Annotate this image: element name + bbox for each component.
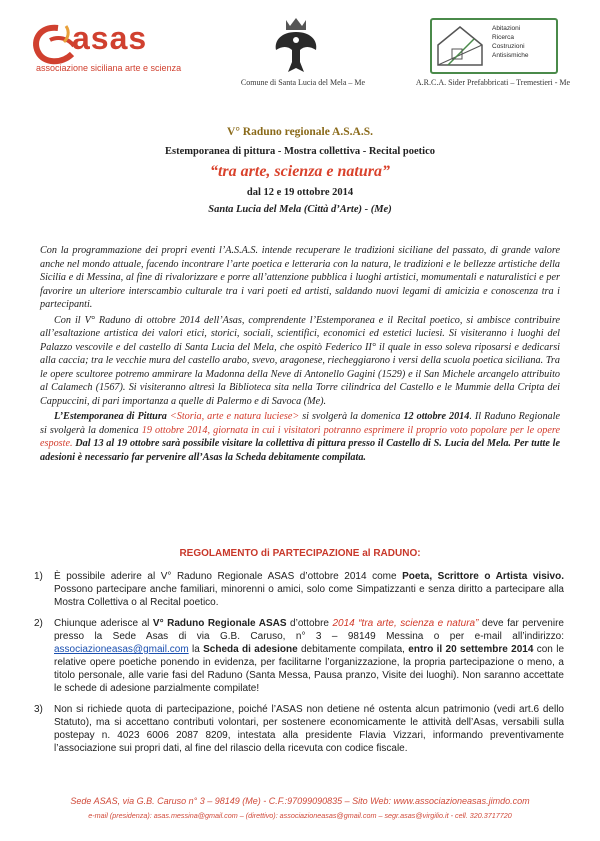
text-run: debitamente compilata, <box>297 644 409 655</box>
text-run: d’ottobre <box>286 618 333 629</box>
arca-box-text <box>492 24 528 60</box>
events-subtitle: Estemporanea di pittura - Mostra collettiva - Recital poetico <box>164 146 436 157</box>
arca-line: Costruzioni <box>492 43 525 50</box>
comune-crest-icon <box>268 16 324 78</box>
arca-logo <box>430 18 558 74</box>
paragraph-1: Con la programmazione dei propri eventi l’A.S.A.S. intende recuperare le tradizioni siciliane del passato, di grande valore anche nel mondo attuale, facendo incontrare l’arte poetica e letteraria con la natura, le tradizioni e le bellezze artistiche della Sicilia e di Messina, al fine di rivalorizzare e porre all’attenzione pubblica i luoghi artistici, momumentali e naturalistici e per favorire un ulteriore interscambio culturale tra i vari poeti ed artisti, saldando nuovi legami di amicizia e conoscenza tra i partecipanti. <box>40 245 560 310</box>
roles-highlight: Poeta, Scrittore o Artista visivo. <box>402 571 564 582</box>
text-run: Possono partecipare anche familiari, minorenni o amici, solo come Simpatizzanti e senza diritto a partecipare alla Mostra Collettiva o al Recital poetico. <box>54 584 564 608</box>
item-text <box>54 617 564 695</box>
asas-logo-word: asas <box>72 20 148 56</box>
visit-highlight: Dal 13 al 19 ottobre sarà possibile visitare la collettiva di pittura presso il Castello di S. Lucia del Mela. Per tutte le adesioni è necessario far pervenire all’Asas la Scheda debitamente compilata. <box>40 438 560 463</box>
footer-contacts: e-mail (presidenza): asas.messina@gmail.com – (direttivo): associazioneasas@gmail.com – segr.asas@virgilio.it - cell. 320.3717720 <box>88 811 512 820</box>
motto-highlight: 2014 “tra arte, scienza e natura” <box>332 618 479 629</box>
email-link[interactable]: associazioneasas@gmail.com <box>54 644 189 655</box>
arca-caption: A.R.C.A. Sider Prefabbricati – Tremestieri - Me <box>415 78 571 87</box>
arca-line: Ricerca <box>492 34 515 41</box>
paragraph-2: Con il V° Raduno di ottobre 2014 dell’Asas, comprendente l’Estemporanea e il Recital poetico, si ambisce contribuire all’esaltazione artistica dei valori etici, storici, sociali, scientifici, economici ed estetici luciesi. Si visiteranno i luoghi del Palazzo vescovile e del castello di Santa Lucia del Mela, che ospitò Federico II° il quale in esso soleva riposarsi e dedicarsi alla caccia; tra le vecchie mura del castello arabo, svevo, aragonese, riecheggiarono i versi della scuola poetica siciliana. Tra le opere scultoree potremo ammirare la Madonna della Neve di Antonello Gagini (1529) e il San Michele arcangelo attribuito al Calamech (1567). Si visiteranno altresì la Biblioteca sita nella Torre cilindrica del Castello e le Mummie della Cripta dei Cappuccini, di pari importanza a quelle di Palermo e di Savoca (Me). <box>40 314 560 407</box>
intro-text <box>40 244 560 466</box>
text-run: deve far pervenire presso la Sede Asas di via G.B. Caruso, n° 3 – 98149 Messina o per e-mail all’indirizzo: <box>54 618 564 642</box>
text-run: È possibile aderire al V° Raduno Regionale ASAS d’ottobre 2014 come <box>54 571 403 582</box>
vote-highlight: 19 ottobre 2014, giornata in cui i visitatori potranno esprimere il proprio voto popolare per le opere esposte. <box>40 424 560 449</box>
text-run: Chiunque aderisce al <box>54 618 153 629</box>
item-text: Non si richiede quota di partecipazione, poiché l’ASAS non detiene né ostenta alcun patrimonio (vedi art.6 dello Statuto), ma si accettano contributi volontari, per sostenere economicamente le attività dell’Asas, versabili sulla postepay n. 4023 6006 2087 8209, intestata alla presidente Flavia Vizzari, informando preventivamente l’associazione sui propri dati, al fine del rilascio della ricevuta con codice fiscale. <box>54 704 564 754</box>
house-diagram-icon <box>434 21 488 69</box>
text-run: si svolgerà la domenica <box>299 411 404 422</box>
list-item <box>34 703 564 755</box>
item-number: 2) <box>34 618 43 629</box>
deadline-highlight: entro il 20 settembre 2014 <box>408 644 534 655</box>
list-item <box>34 617 564 695</box>
footer-address: Sede ASAS, via G.B. Caruso n° 3 – 98149 (Me) - C.F.:97099090835 – Sito Web: www.associazioneasas.jimdo.com <box>70 796 530 806</box>
comune-caption: Comune di Santa Lucia del Mela – Me <box>240 78 366 87</box>
raduno-highlight: V° Raduno Regionale ASAS <box>152 618 287 629</box>
event-place: Santa Lucia del Mela (Città d’Arte) - (Me) <box>208 204 392 215</box>
list-item <box>34 570 564 609</box>
arca-line: Abitazioni <box>492 25 521 32</box>
event-titles <box>0 126 600 215</box>
date-highlight: 12 ottobre 2014 <box>403 411 470 422</box>
regolamento-title: REGOLAMENTO di PARTECIPAZIONE al RADUNO: <box>179 548 421 559</box>
text-run: . Il Raduno Regionale si svolgerà la domenica <box>40 411 560 436</box>
estemporanea-theme: <Storia, arte e natura luciese> <box>166 411 300 422</box>
motto: “tra arte, scienza e natura” <box>209 163 390 180</box>
text-run: con le relative opere poetiche ponendo in evidenza, per facilitarne l’organizzazione, la propria partecipazione o meno, a titolo personale, alle varie fasi del Raduno (Santa Messa, Pausa pranzo, Visite dei luoghi). Non saranno accettate le schede di adesione parzialmente compilate! <box>54 644 565 694</box>
regolamento-list <box>34 570 564 763</box>
letterhead <box>0 0 600 100</box>
text-run: la <box>188 644 204 655</box>
item-number: 1) <box>34 571 43 582</box>
arca-line: Antisismiche <box>492 52 529 59</box>
footer <box>0 796 600 820</box>
scheda-highlight: Scheda di adesione <box>203 644 298 655</box>
event-dates: dal 12 e 19 ottobre 2014 <box>246 187 354 198</box>
asas-logo-subtitle: associazione siciliana arte e scienza <box>36 63 182 73</box>
raduno-title: V° Raduno regionale A.S.A.S. <box>227 126 373 138</box>
estemporanea-label: L’Estemporanea di Pittura <box>54 411 167 422</box>
item-number: 3) <box>34 704 43 715</box>
paragraph-3 <box>40 410 560 464</box>
item-text <box>54 570 564 609</box>
